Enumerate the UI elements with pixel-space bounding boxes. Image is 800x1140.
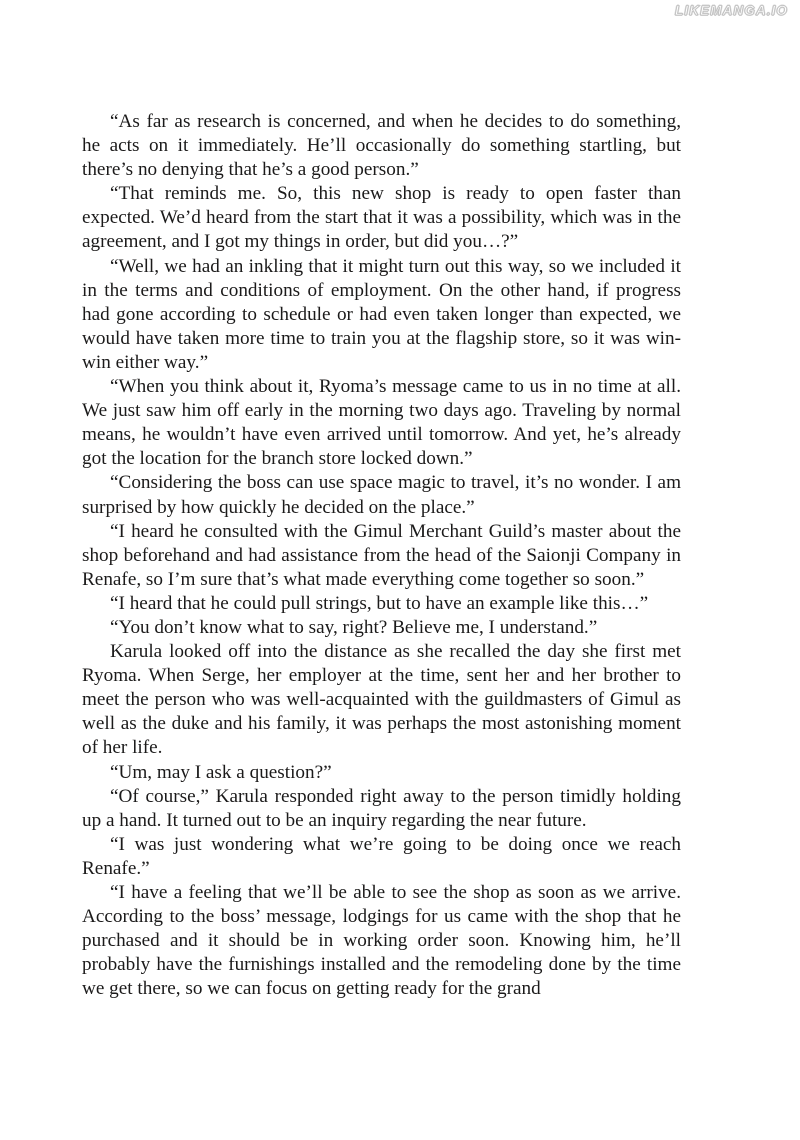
paragraph: “I heard he consulted with the Gimul Merchant Guild’s master about the shop beforehand and had assistance from the head of the Saionji Company in Renafe, so I’m sure that’s what made everything come together so soon.” <box>82 520 681 590</box>
paragraph: “I have a feeling that we’ll be able to see the shop as soon as we arrive. According to the boss’ message, lodgings for us came with the shop that he purchased and it should be in working order soon. Knowing him, he’ll probably have the furnishings installed and the remodeling done by the time we get there, so we can focus on getting ready for the grand <box>82 882 681 1000</box>
paragraph: “Well, we had an inkling that it might turn out this way, so we included it in the terms and conditions of employment. On the other hand, if progress had gone according to schedule or had even taken longer than expected, we would have taken more time to train you at the flagship store, so it was win-win either way.” <box>82 255 681 373</box>
paragraph: Karula looked off into the distance as she recalled the day she first met Ryoma. When Serge, her employer at the time, sent her and her brother to meet the person who was well-acquainted with the guildmasters of Gimul as well as the duke and his family, it was perhaps the most astonishing moment of her life. <box>82 641 681 759</box>
paragraph: “Considering the boss can use space magic to travel, it’s no wonder. I am surprised by how quickly he decided on the place.” <box>82 472 681 518</box>
paragraph: “Um, may I ask a question?” <box>110 761 332 783</box>
paragraph: “That reminds me. So, this new shop is ready to open faster than expected. We’d heard from the start that it was a possibility, which was in the agreement, and I got my things in order, but did you…?” <box>82 183 681 253</box>
paragraph: “When you think about it, Ryoma’s message came to us in no time at all. We just saw him off early in the morning two days ago. Traveling by normal means, he wouldn’t have even arrived until tomorrow. And yet, he’s already got the location for the branch store locked down.” <box>82 376 681 470</box>
body-text-block <box>82 110 681 1001</box>
paragraph: “Of course,” Karula responded right away to the person timidly holding up a hand. It turned out to be an inquiry regarding the near future. <box>82 785 681 831</box>
paragraph: “As far as research is concerned, and when he decides to do something, he acts on it immediately. He’ll occasionally do something startling, but there’s no denying that he’s a good person.” <box>82 111 681 181</box>
paragraph: “You don’t know what to say, right? Believe me, I understand.” <box>110 616 598 638</box>
site-watermark: LIKEMANGA.IO <box>675 3 788 18</box>
paragraph: “I was just wondering what we’re going to be doing once we reach Renafe.” <box>82 833 681 879</box>
paragraph: “I heard that he could pull strings, but to have an example like this…” <box>110 592 649 614</box>
